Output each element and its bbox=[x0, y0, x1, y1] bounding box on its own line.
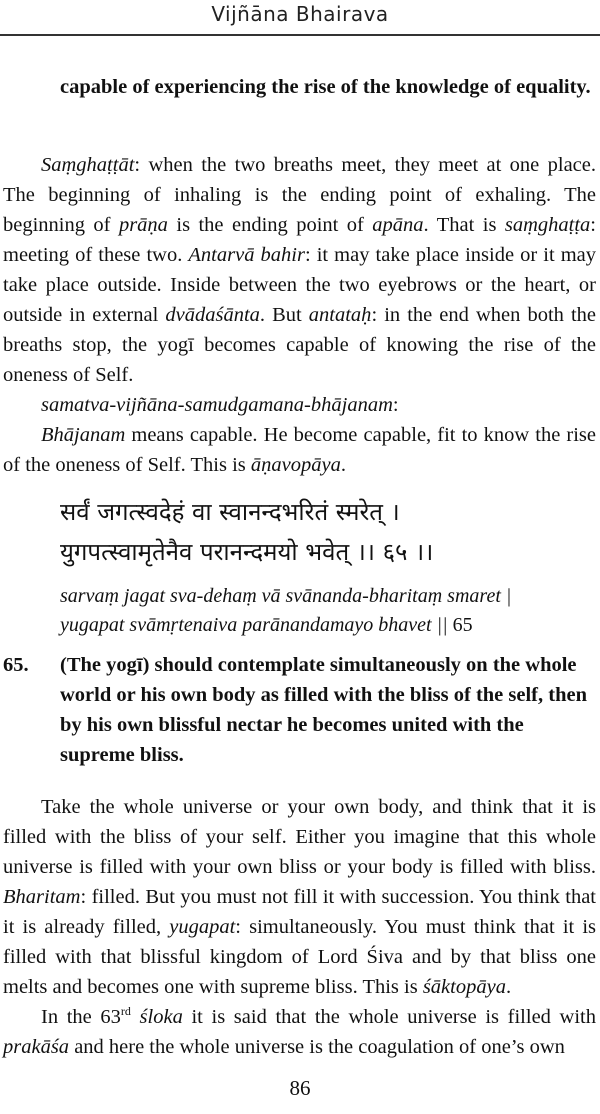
term: Bharitam bbox=[3, 886, 81, 908]
text: Take the whole universe or your own body, and think that it is filled with the bliss of your self. Either you imagine that this whole universe is filled with your own bliss or your body is filled with bliss. bbox=[3, 796, 596, 878]
devanagari-line-2: युगपत्स्वामृतेनैव परानन्दमयो भवेत् ।। ६५ ।। bbox=[60, 538, 434, 566]
text: : simultaneously. You must think that it is filled with that blissful kingdom of Lord Śiva and by that bliss one melts and becomes one with supreme bliss. This is bbox=[3, 916, 596, 998]
text: is the ending point of bbox=[167, 214, 373, 236]
text: : bbox=[392, 394, 399, 416]
translit-line-1: sarvaṃ jagat sva-dehaṃ vā svānanda-bharitaṃ smaret | bbox=[60, 585, 512, 607]
text: it is said that the whole universe is filled with bbox=[182, 1006, 596, 1028]
commentary-paragraph bbox=[3, 1002, 596, 1062]
term: prakāśa bbox=[3, 1036, 70, 1058]
term: apāna bbox=[372, 214, 424, 236]
ordinal-suffix: rd bbox=[120, 1004, 131, 1019]
transliteration bbox=[60, 582, 600, 640]
commentary-paragraph bbox=[3, 150, 596, 390]
commentary-block-2 bbox=[3, 792, 596, 1062]
text: : it may take place inside or it may take place outside. Inside between the two eyebrows or the heart, or outside in external bbox=[3, 244, 597, 326]
text: . bbox=[505, 976, 512, 998]
term: yugapat bbox=[169, 916, 236, 938]
term: Saṃghaṭṭāt bbox=[41, 154, 135, 176]
term: Antarvā bahir bbox=[188, 244, 305, 266]
text: : in the end when both the breaths stop, the yogī becomes capable of knowing the rise of the oneness of Self. bbox=[3, 304, 596, 386]
sanskrit-verse bbox=[60, 492, 600, 572]
text bbox=[131, 1006, 140, 1028]
header-rule bbox=[0, 34, 600, 36]
translit-text: yugapat svāmṛtenaiva parānandamayo bhavet || bbox=[60, 614, 448, 636]
term: Bhājanam bbox=[41, 424, 126, 446]
term: śloka bbox=[139, 1006, 183, 1028]
term: śāktopāya bbox=[422, 976, 506, 998]
commentary-paragraph bbox=[3, 420, 596, 480]
translit-line-2 bbox=[60, 611, 600, 640]
text: . bbox=[340, 454, 346, 476]
term: dvādaśānta bbox=[165, 304, 260, 326]
text: . That is bbox=[423, 214, 505, 236]
verse-translation: (The yogī) should contemplate simultaneously on the whole world or his own body as filled with the bliss of the self, then by his own blissful nectar he becomes united with the supreme bliss. bbox=[60, 654, 587, 766]
term: āṇavopāya bbox=[250, 454, 341, 476]
term: samatva-vijñāna-samudgamana-bhājanam bbox=[41, 394, 393, 416]
term: antataḥ bbox=[308, 304, 372, 326]
commentary-block-1 bbox=[3, 150, 596, 480]
text: : filled. But you must not fill it with succession. You think that it is already filled, bbox=[3, 886, 596, 938]
text: : when the two breaths meet, they meet at one place. The beginning of inhaling is the ending point of exhaling. The beginning of bbox=[3, 154, 596, 236]
verse-number: 65. bbox=[3, 654, 29, 676]
text: means capable. He become capable, fit to know the rise of the oneness of Self. This is bbox=[3, 424, 596, 476]
continued-verse-translation: capable of experiencing the rise of the knowledge of equality. bbox=[60, 76, 591, 98]
term: prāṇa bbox=[118, 214, 168, 236]
commentary-paragraph bbox=[3, 792, 596, 1002]
running-header: Vijñāna Bhairava bbox=[211, 2, 389, 26]
translit-verse-number: 65 bbox=[452, 614, 473, 636]
text: . But bbox=[259, 304, 309, 326]
page-number: 86 bbox=[289, 1076, 311, 1100]
text: : meeting of these two. bbox=[3, 214, 596, 266]
term: saṃghaṭṭa bbox=[504, 214, 591, 236]
devanagari-line-1: सर्वं जगत्स्वदेहं वा स्वानन्दभरितं स्मरेत् । bbox=[60, 498, 400, 526]
text: In the 63 bbox=[41, 1006, 121, 1028]
text: and here the whole universe is the coagulation of one’s own bbox=[69, 1036, 565, 1058]
commentary-paragraph bbox=[3, 390, 596, 420]
